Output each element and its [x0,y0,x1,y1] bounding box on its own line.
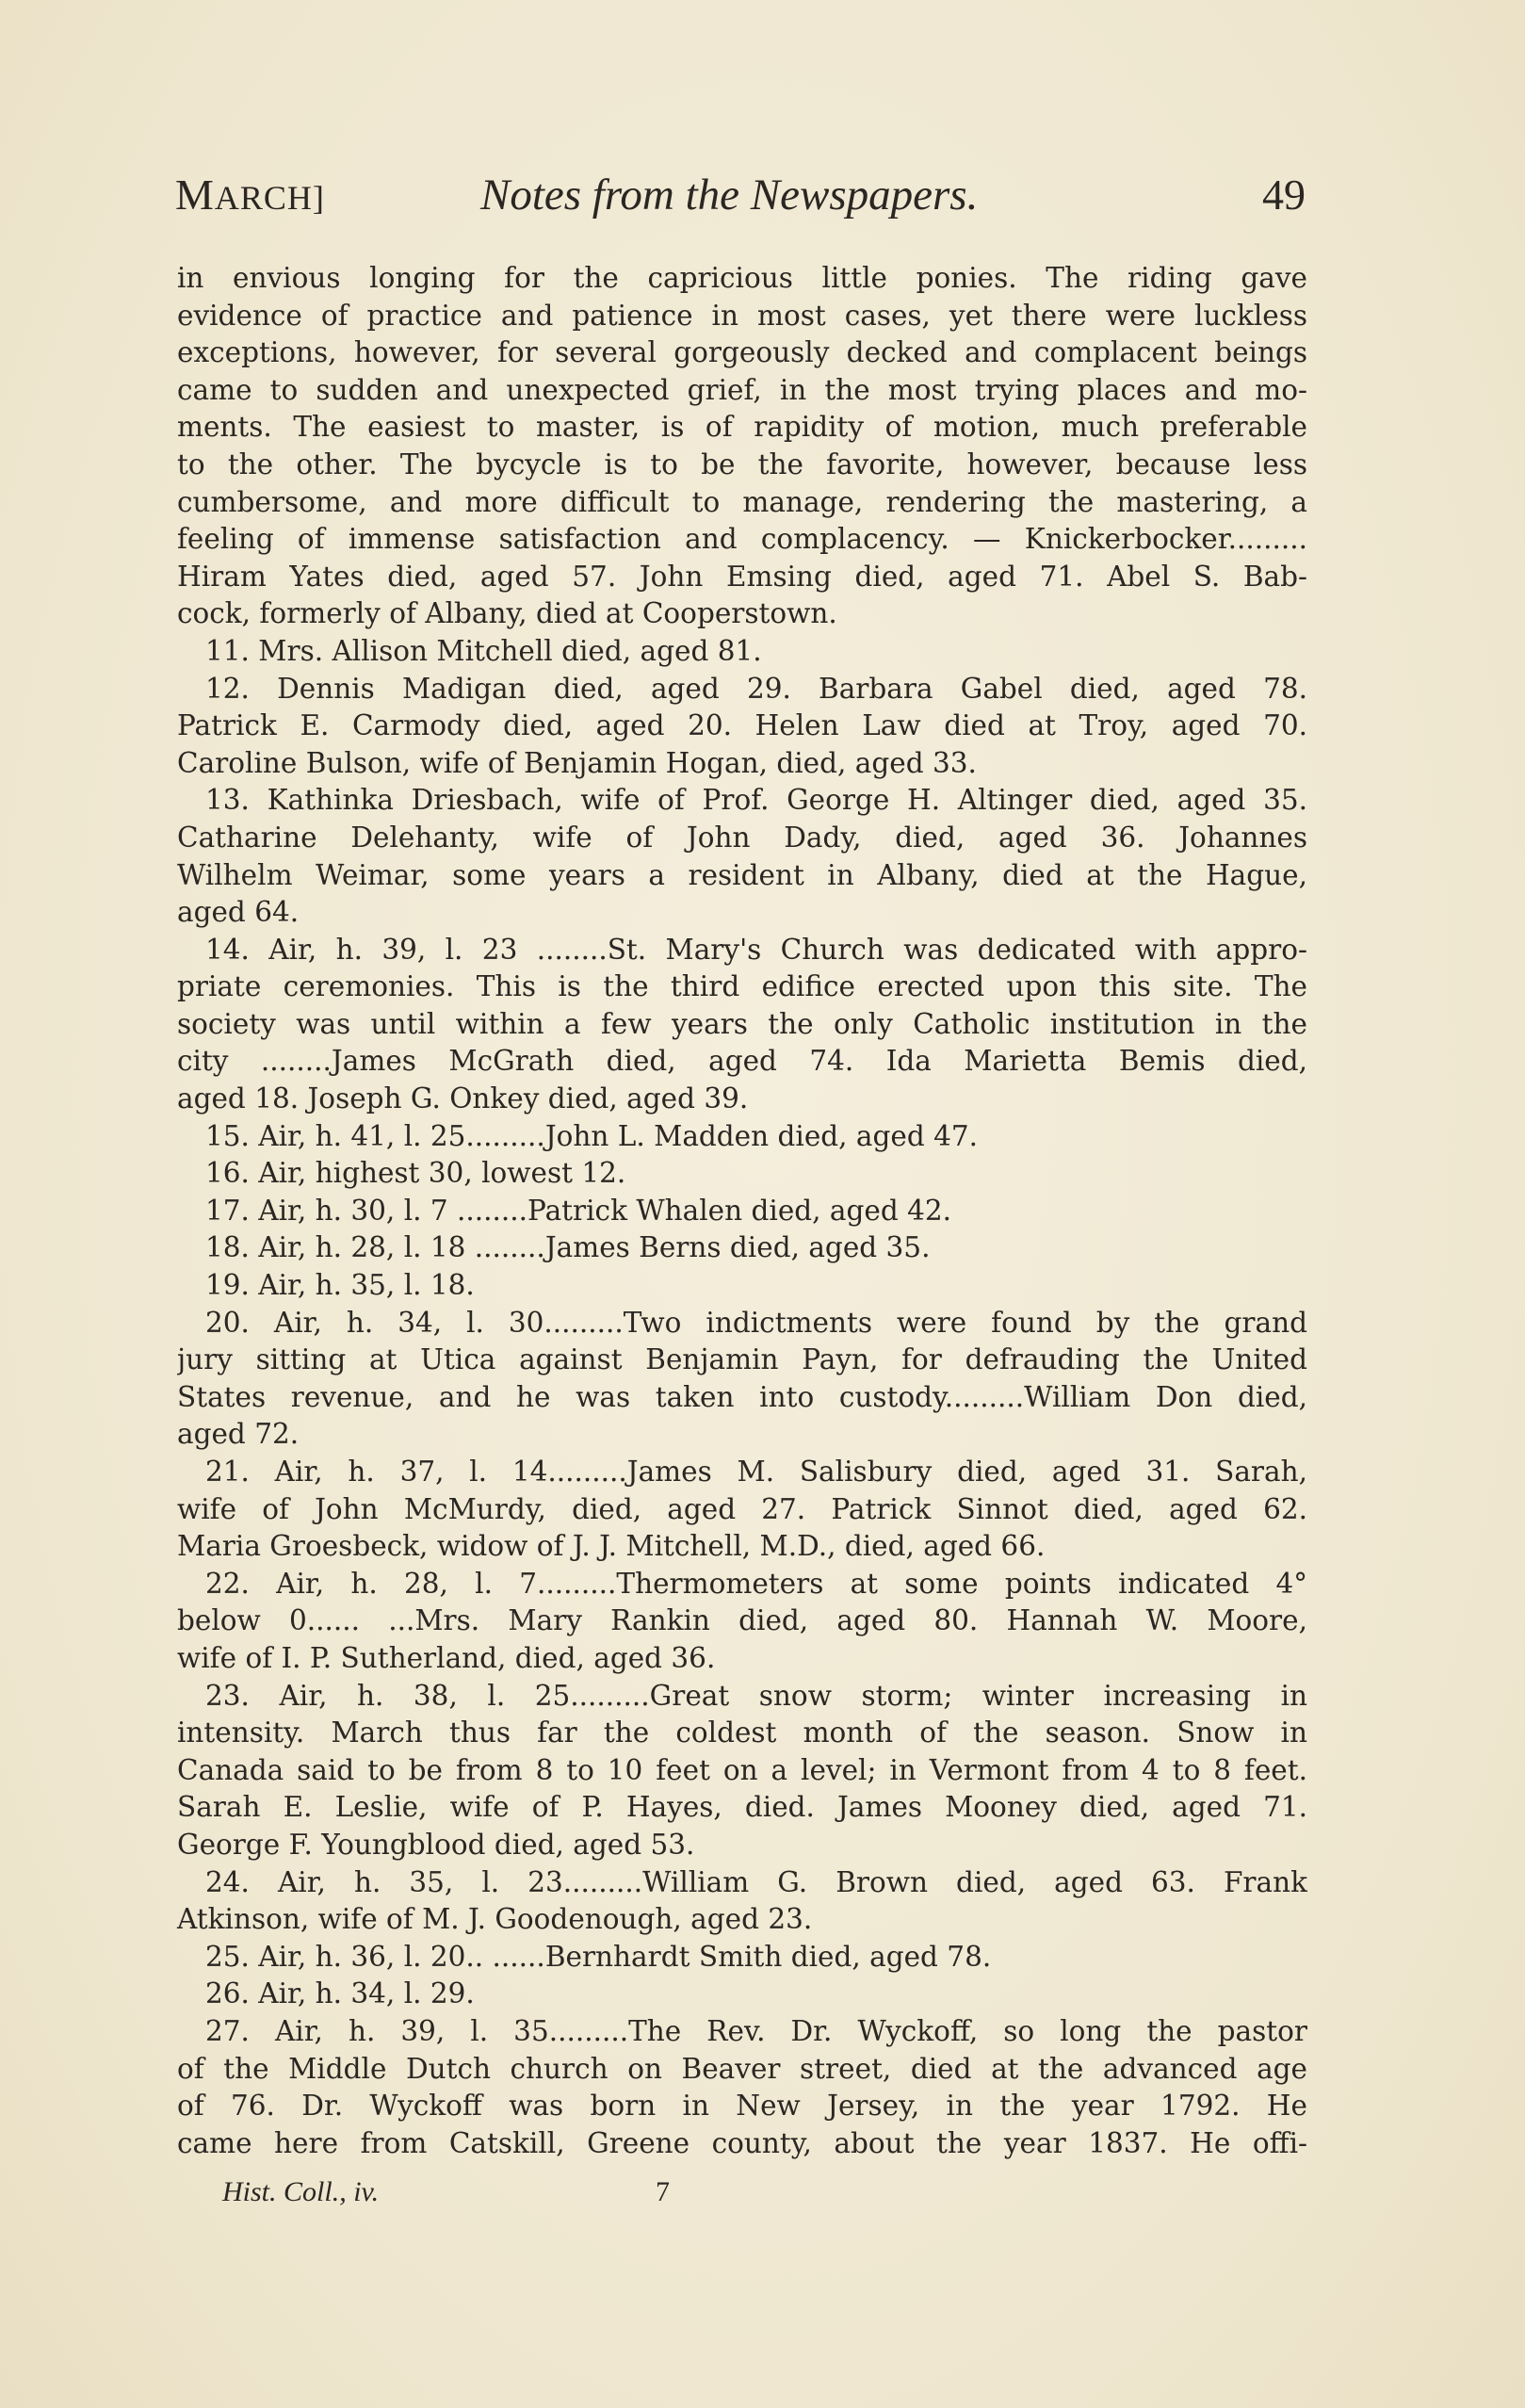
text-line: cumbersome, and more difficult to manage, rendering the mastering, a [177,485,1307,518]
text-line: aged 64. [177,896,300,929]
text-line: 21. Air, h. 37, l. 14.........James M. Salisbury died, aged 31. Sarah, [205,1456,1307,1488]
text-line: 12. Dennis Madigan died, aged 29. Barbara Gabel died, aged 78. [205,672,1307,705]
running-title: Notes from the Newspapers. [480,171,979,220]
text-line: 18. Air, h. 28, l. 18 ........James Berns died, aged 35. [205,1231,931,1264]
text-line: Catharine Delehanty, wife of John Dady, died, aged 36. Johannes [177,821,1307,854]
text-line: 26. Air, h. 34, l. 29. [205,1977,475,2010]
text-line: Wilhelm Weimar, some years a resident in Albany, died at the Hague, [177,858,1307,891]
section-label: MARCH] [175,171,325,219]
text-line: exceptions, however, for several gorgeously decked and complacent beings [177,336,1307,369]
text-line: 27. Air, h. 39, l. 35.........The Rev. Dr. Wyckoff, so long the pastor [205,2014,1307,2047]
text-line: below 0...... ...Mrs. Mary Rankin died, aged 80. Hannah W. Moore, [177,1604,1307,1637]
text-line: of 76. Dr. Wyckoff was born in New Jersey, in the year 1792. He [177,2090,1307,2123]
text-line: Sarah E. Leslie, wife of P. Hayes, died. James Mooney died, aged 71. [177,1791,1307,1824]
text-line: 13. Kathinka Driesbach, wife of Prof. George H. Altinger died, aged 35. [205,784,1307,817]
text-line: Maria Groesbeck, widow of J. J. Mitchell, M.D., died, aged 66. [177,1530,1046,1563]
text-line: came to sudden and unexpected grief, in the most trying places and mo- [177,373,1307,406]
text-line: came here from Catskill, Greene county, about the year 1837. He offi- [177,2126,1307,2159]
text-line: jury sitting at Utica against Benjamin Payn, for defrauding the United [177,1343,1307,1376]
text-line: 17. Air, h. 30, l. 7 ........Patrick Whalen died, aged 42. [205,1194,952,1227]
text-line: aged 18. Joseph G. Onkey died, aged 39. [177,1082,749,1115]
text-line: of the Middle Dutch church on Beaver street, died at the advanced age [177,2052,1307,2085]
text-line: 20. Air, h. 34, l. 30.........Two indictments were found by the grand [205,1306,1307,1339]
text-line: society was until within a few years the only Catholic institution in the [177,1007,1307,1040]
text-line: intensity. March thus far the coldest month of the season. Snow in [177,1717,1307,1749]
text-line: 22. Air, h. 28, l. 7.........Thermometers at some points indicated 4° [205,1567,1307,1600]
text-line: feeling of immense satisfaction and complacency. — Knickerbocker......... [177,523,1307,556]
text-line: to the other. The bycycle is to be the favorite, however, because less [177,447,1307,480]
text-line: in envious longing for the capricious little ponies. The riding gave [177,262,1307,294]
page-number: 49 [1262,171,1306,219]
text-line: Canada said to be from 8 to 10 feet on a level; in Vermont from 4 to 8 feet. [177,1753,1307,1786]
running-header [175,170,1306,236]
text-line: aged 72. [177,1418,300,1451]
text-line: 11. Mrs. Allison Mitchell died, aged 81. [205,634,762,667]
text-line: evidence of practice and patience in most cases, yet there were luckless [177,299,1307,332]
folio-number: 7 [656,2175,670,2207]
text-line: city ........James McGrath died, aged 74. Ida Marietta Bemis died, [177,1045,1307,1078]
text-line: 14. Air, h. 39, l. 23 ........St. Mary's Church was dedicated with appro- [205,933,1307,966]
text-line: George F. Youngblood died, aged 53. [177,1828,695,1861]
text-line: 24. Air, h. 35, l. 23.........William G. Brown died, aged 63. Frank [205,1865,1307,1898]
text-line: 19. Air, h. 35, l. 18. [205,1269,475,1302]
text-line: Patrick E. Carmody died, aged 20. Helen Law died at Troy, aged 70. [177,709,1307,742]
text-line: priate ceremonies. This is the third edifice erected upon this site. The [177,970,1307,1003]
text-line: 25. Air, h. 36, l. 20.. ......Bernhardt Smith died, aged 78. [205,1940,992,1973]
text-line: Hiram Yates died, aged 57. John Emsing died, aged 71. Abel S. Bab- [177,560,1307,593]
signature-mark: Hist. Coll., iv. [222,2175,380,2207]
body-text [177,260,1307,2162]
text-line: Caroline Bulson, wife of Benjamin Hogan, died, aged 33. [177,746,977,779]
text-line: States revenue, and he was taken into custody.........William Don died, [177,1380,1307,1413]
text-line: 16. Air, highest 30, lowest 12. [205,1157,626,1190]
text-line: 15. Air, h. 41, l. 25.........John L. Madden died, aged 47. [205,1119,979,1152]
text-line: cock, formerly of Albany, died at Cooperstown. [177,597,837,630]
text-line: ments. The easiest to master, is of rapidity of motion, much preferable [177,411,1307,444]
text-line: wife of I. P. Sutherland, died, aged 36. [177,1641,716,1674]
text-line: 23. Air, h. 38, l. 25.........Great snow storm; winter increasing in [205,1679,1307,1712]
text-line: wife of John McMurdy, died, aged 27. Patrick Sinnot died, aged 62. [177,1492,1307,1525]
text-line: Atkinson, wife of M. J. Goodenough, aged 23. [177,1903,813,1936]
